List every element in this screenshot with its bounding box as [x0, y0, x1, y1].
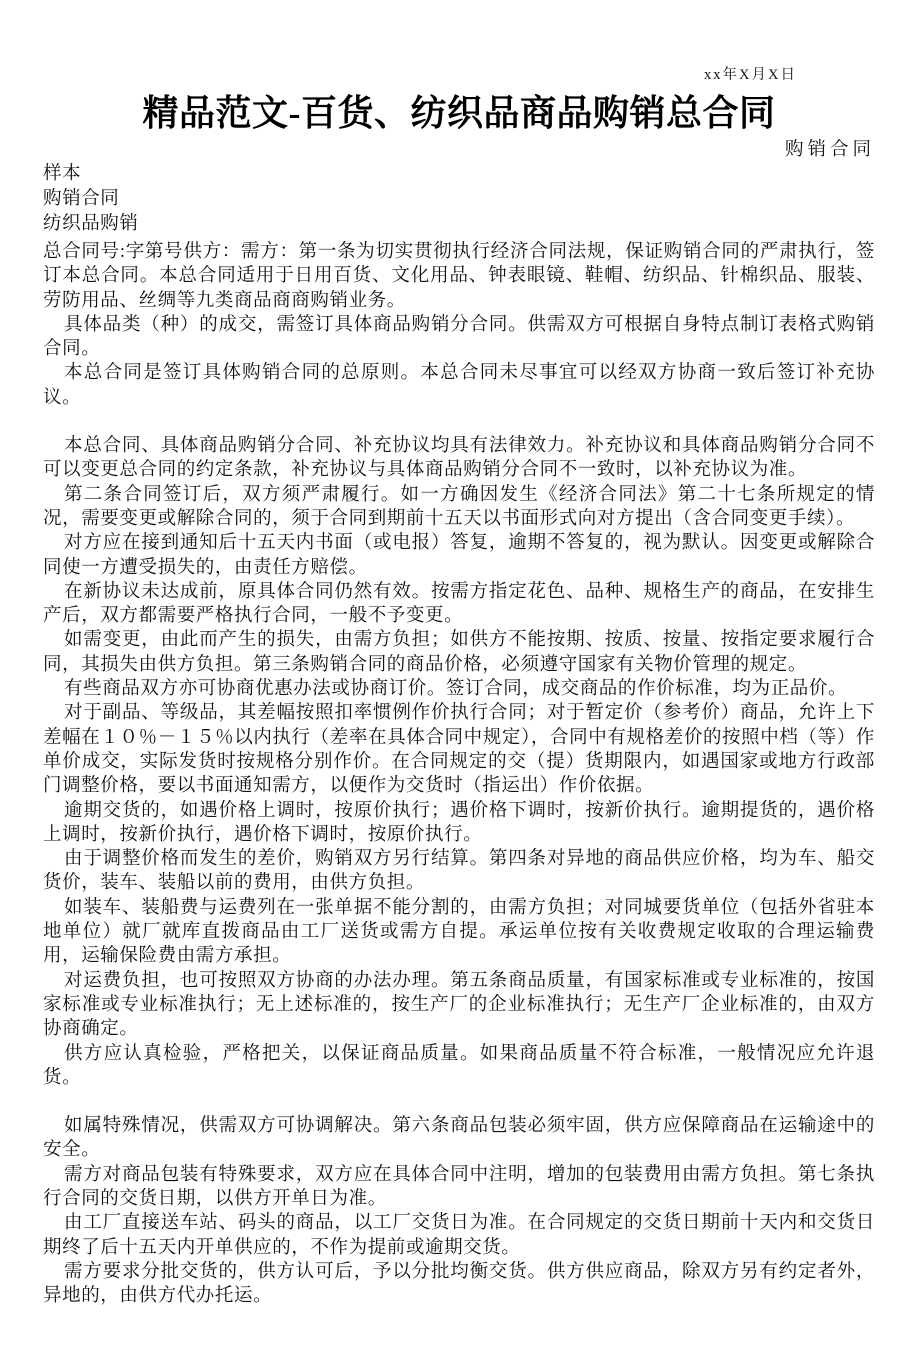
contract-paragraph: 总合同号:字第号供方：需方：第一条为切实贯彻执行经济合同法规，保证购销合同的严肃执行，签订本总合同。本总合同适用于日用百货、文化用品、钟表眼镜、鞋帽、纺织品、针棉织品、服装、劳防用品、丝绸等九类商品商商购销业务。: [43, 242, 875, 311]
contract-paragraph: 如需变更，由此而产生的损失，由需方负担；如供方不能按期、按质、按量、按指定要求履行合同，其损失由供方负担。第三条购销合同的商品价格，必须遵守国家有关物价管理的规定。: [43, 630, 875, 675]
contract-paragraph: 对方应在接到通知后十五天内书面（或电报）答复，逾期不答复的，视为默认。因变更或解除合同使一方遭受损失的，由责任方赔偿。: [43, 533, 875, 578]
contract-document-page: [0, 66, 920, 1368]
contract-paragraph: 需方对商品包装有特殊要求，双方应在具体合同中注明，增加的包装费用由需方负担。第七条执行合同的交货日期，以供方开单日为准。: [43, 1164, 875, 1209]
contract-paragraph: 具体品类（种）的成交，需签订具体商品购销分合同。供需双方可根据自身特点制订表格式购销合同。: [43, 314, 875, 360]
contract-paragraph: 需方要求分批交货的，供方认可后，予以分批均衡交货。供方供应商品，除双方另有约定者外，异地的，由供方代办托运。: [43, 1261, 875, 1307]
contract-paragraph: 由工厂直接送车站、码头的商品，以工厂交货日为准。在合同规定的交货日期前十天内和交货日期终了后十五天内开单供应的，不作为提前或逾期交货。: [43, 1213, 875, 1258]
meta-lines: [43, 162, 875, 237]
contract-paragraph: 本总合同是签订具体购销合同的总原则。本总合同未尽事宜可以经双方协商一致后签订补充协议。: [43, 363, 875, 408]
contract-body: [43, 240, 875, 1308]
meta-line-contract-type: 购销合同: [43, 189, 120, 209]
document-date: xx年X月X日: [704, 67, 797, 83]
contract-paragraph: 有些商品双方亦可协商优惠办法或协商订价。签订合同，成交商品的作价标准，均为正品价。: [64, 679, 848, 700]
meta-line-sample: 样本: [43, 164, 82, 184]
meta-line-category: 纺织品购销: [43, 214, 139, 234]
document-title: 精品范文-百货、纺织品商品购销总合同: [142, 93, 776, 133]
contract-paragraph: 对运费负担，也可按照双方协商的办法办理。第五条商品质量，有国家标准或专业标准的，按国家标准或专业标准执行；无上述标准的，按生产厂的企业标准执行；无生产厂企业标准的，由双方协商确定。: [43, 970, 875, 1040]
contract-paragraph: 逾期交货的，如遇价格上调时，按原价执行；遇价格下调时，按新价执行。逾期提货的，遇价格上调时，按新价执行，遇价格下调时，按原价执行。: [43, 800, 875, 845]
contract-paragraph: 第二条合同签订后，双方须严肃履行。如一方确因发生《经济合同法》第二十七条所规定的情况，需要变更或解除合同的，须于合同到期前十五天以书面形式向对方提出（含合同变更手续）。: [43, 484, 875, 529]
doc-type-label: 购销合同: [784, 140, 875, 160]
contract-paragraph: 对于副品、等级品，其差幅按照扣率惯例作价执行合同；对于暂定价（参考价）商品，允许上下差幅在１０％－１５％以内执行（差率在具体合同中规定），合同中有规格差价的按照中档（等）作单价成交，实际发货时按规格分别作价。在合同规定的交（提）货期限内，如遇国家或地方行政部门调整价格，要以书面通知需方，以便作为交货时（指运出）作价依据。: [43, 703, 875, 797]
contract-paragraph: 由于调整价格而发生的差价，购销双方另行结算。第四条对异地的商品供应价格，均为车、船交货价，装车、装船以前的费用，由供方负担。: [43, 849, 875, 894]
contract-paragraph: 在新协议未达成前，原具体合同仍然有效。按需方指定花色、品种、规格生产的商品，在安排生产后，双方都需要严格执行合同，一般不予变更。: [43, 581, 875, 627]
contract-paragraph: 如属特殊情况，供需双方可协调解决。第六条商品包装必须牢固，供方应保障商品在运输途中的安全。: [43, 1116, 875, 1161]
contract-paragraph: 供方应认真检验，严格把关，以保证商品质量。如果商品质量不符合标准，一般情况应允许退货。: [43, 1043, 875, 1088]
contract-paragraph: 如装车、装船费与运费列在一张单据不能分割的，由需方负担；对同城要货单位（包括外省驻本地单位）就厂就库直拨商品由工厂送货或需方自提。承运单位按有关收费规定收取的合理运输费用，运输保险费由需方承担。: [43, 897, 875, 967]
contract-paragraph: 本总合同、具体商品购销分合同、补充协议均具有法律效力。补充协议和具体商品购销分合同不可以变更总合同的约定条款，补充协议与具体商品购销分合同不一致时，以补充协议为准。: [43, 436, 875, 481]
